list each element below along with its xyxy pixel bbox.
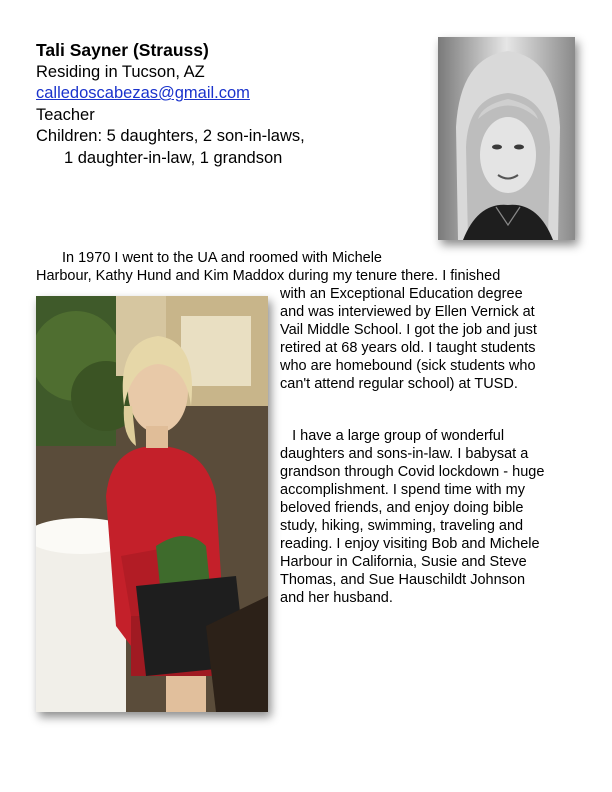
occupation-line: Teacher <box>36 105 95 124</box>
text-line: grandson through Covid lockdown - huge <box>280 464 545 480</box>
children-line-1: Children: 5 daughters, 2 son-in-laws, <box>36 127 305 145</box>
bio-p1-line-2: Harbour, Kathy Hund and Kim Maddox during my tenure there. I finished <box>36 268 501 284</box>
text-line: Vail Middle School. I got the job and just <box>280 322 537 338</box>
text-line: can't attend regular school) at TUSD. <box>280 376 518 392</box>
text-line: daughters and sons-in-law. I babysat a <box>280 446 529 462</box>
text-line: Harbour in California, Susie and Steve <box>280 554 527 570</box>
bio-p1-line-1: In 1970 I went to the UA and roomed with Michele <box>62 250 382 266</box>
text-line: study, hiking, swimming, traveling and <box>280 518 524 534</box>
residence-line: Residing in Tucson, AZ <box>36 62 205 81</box>
text-line: Thomas, and Sue Hauschildt Johnson <box>280 572 526 588</box>
bio-paragraph-1-continued <box>280 285 580 393</box>
profile-header <box>36 40 426 169</box>
bio-paragraph-2 <box>280 427 580 607</box>
text-line: reading. I enjoy visiting Bob and Michele <box>280 536 540 552</box>
profile-name: Tali Sayner (Strauss) <box>36 40 209 60</box>
text-line: who are homebound (sick students who <box>280 358 536 374</box>
text-line: accomplishment. I spend time with my <box>280 482 525 498</box>
bio-paragraph-1-intro <box>36 249 576 285</box>
children-line-2: 1 daughter-in-law, 1 grandson <box>64 148 283 167</box>
text-line: and her husband. <box>280 590 393 606</box>
text-line: I have a large group of wonderful <box>280 428 505 444</box>
yearbook-photo <box>438 37 575 240</box>
email-link[interactable]: calledoscabezas@gmail.com <box>36 84 250 102</box>
text-line: and was interviewed by Ellen Vernick at <box>280 304 535 320</box>
text-line: retired at 68 years old. I taught students <box>280 340 536 356</box>
current-photo <box>36 296 268 712</box>
text-line: beloved friends, and enjoy doing bible <box>280 500 524 516</box>
text-line: with an Exceptional Education degree <box>280 286 523 302</box>
